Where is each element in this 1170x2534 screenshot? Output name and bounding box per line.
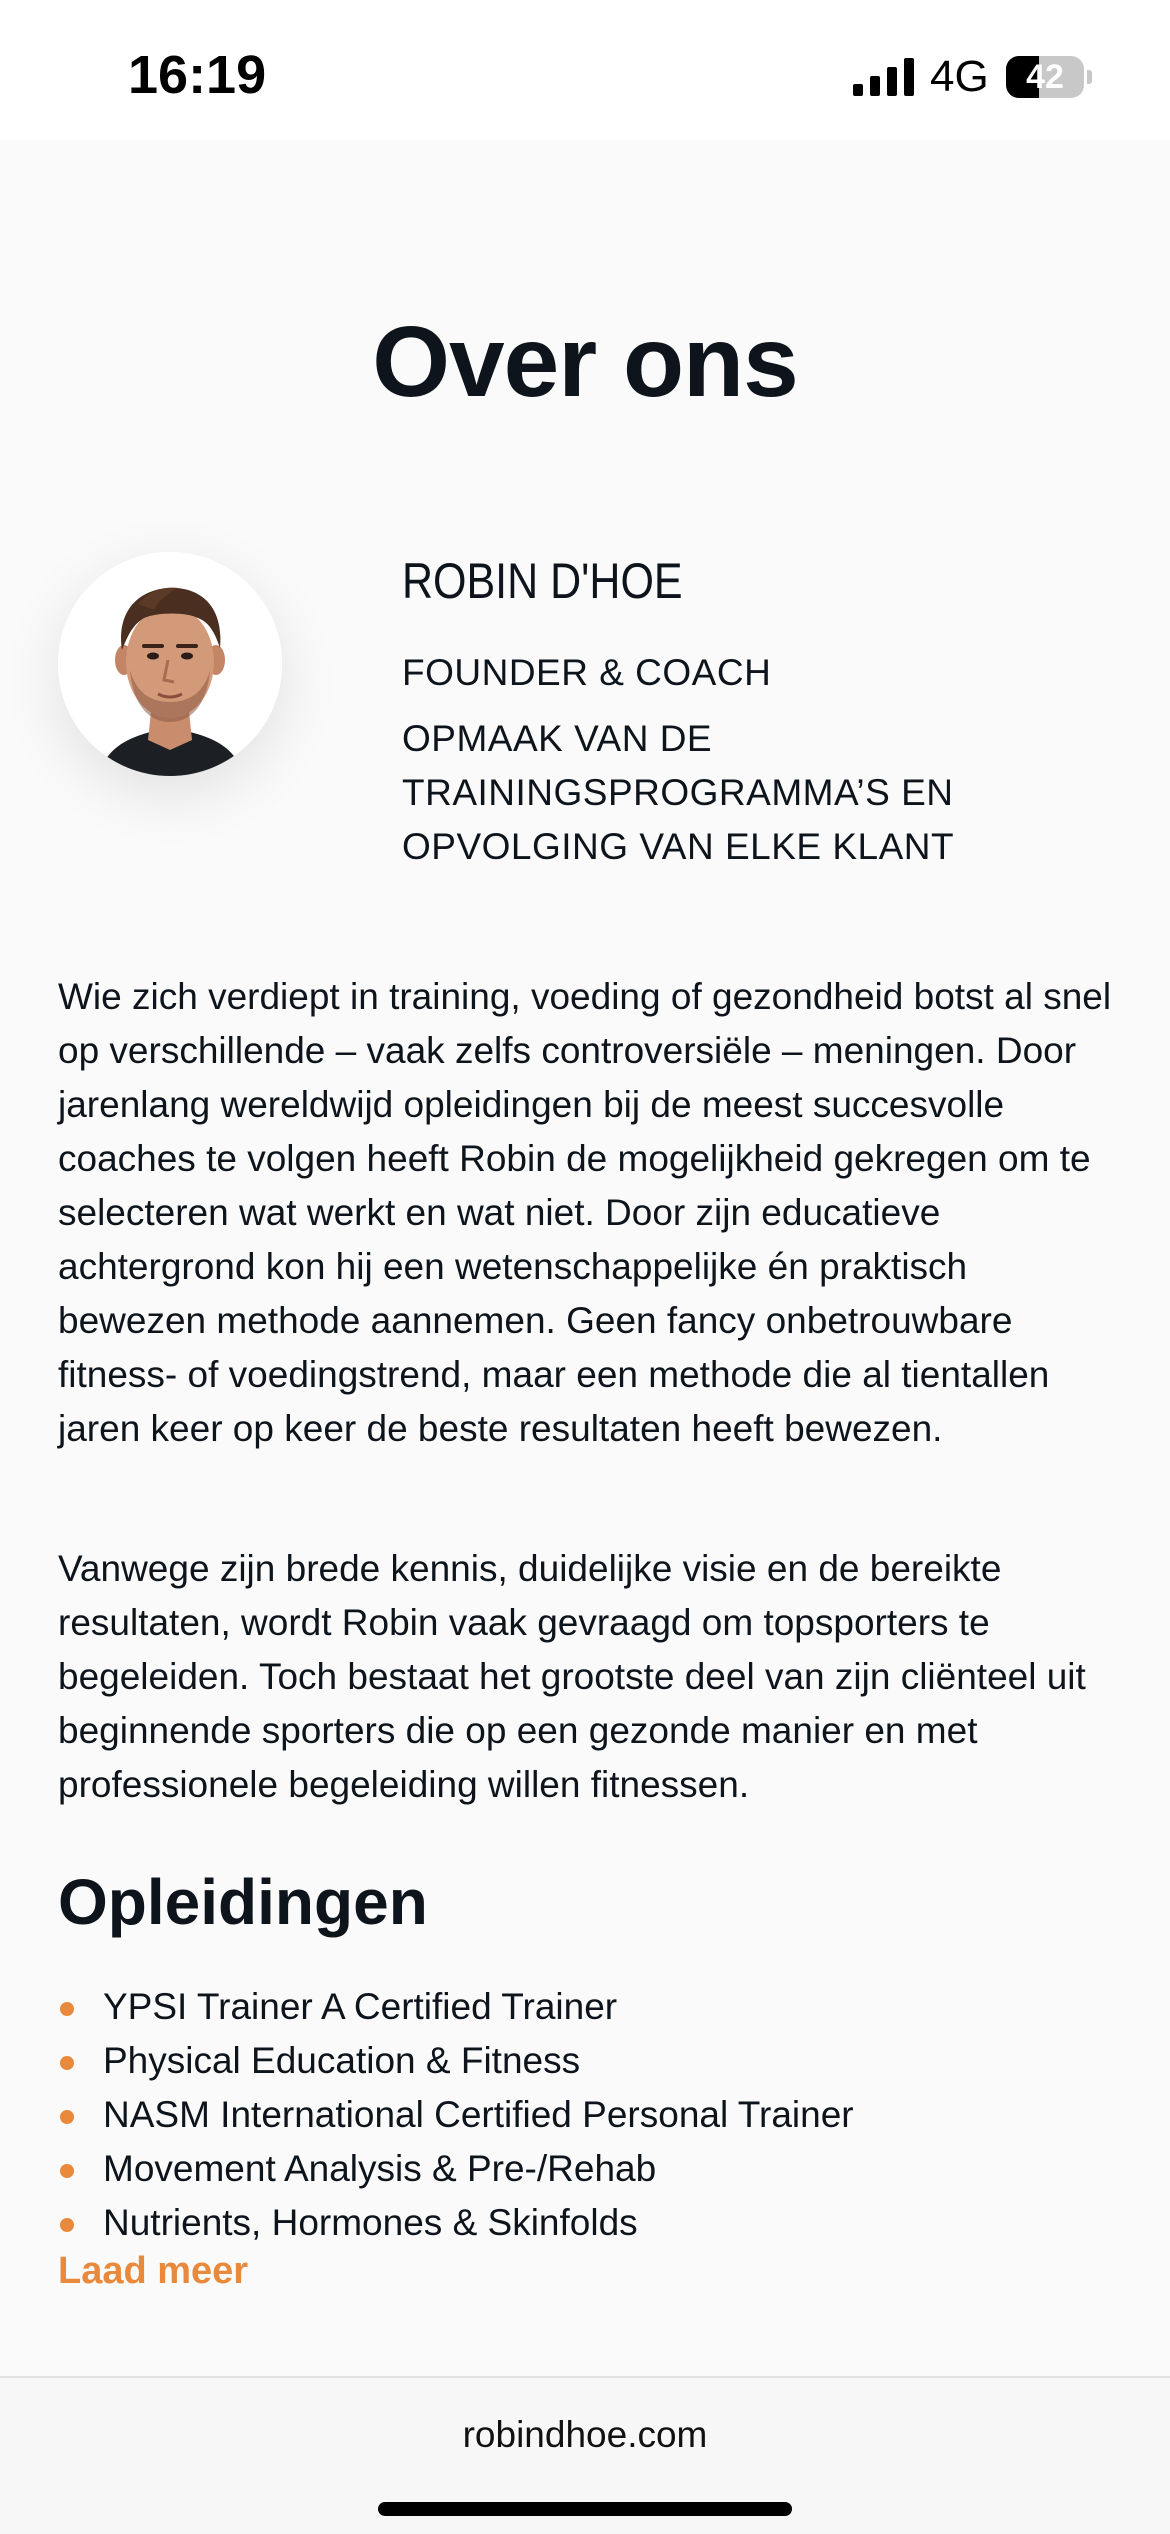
bullet-icon: [60, 2002, 74, 2016]
bio-paragraph-2: Vanwege zijn brede kennis, duidelijke visie en de bereikte resultaten, wordt Robin vaak gevraagd om topsporters te begeleiden. Toch bestaat het grootste deel van zijn cliënteel uit beginnende sporters die op een gezonde manier en met professionele begeleiding willen fitnessen.: [58, 1548, 1086, 1805]
person-portrait-icon: [58, 552, 282, 776]
education-item-label: Nutrients, Hormones & Skinfolds: [103, 2202, 638, 2243]
education-item-label: Movement Analysis & Pre-/Rehab: [103, 2148, 657, 2189]
home-indicator[interactable]: [378, 2502, 792, 2516]
avatar: [58, 552, 282, 776]
profile-name: ROBIN D'HOE: [402, 553, 683, 609]
education-item: [58, 2142, 1118, 2196]
cellular-signal-icon: [853, 58, 915, 96]
bullet-icon: [60, 2164, 74, 2178]
battery-level: 42: [1026, 58, 1064, 96]
status-bar: [0, 0, 1170, 140]
profile-role: FOUNDER & COACH: [402, 652, 772, 693]
education-item-label: YPSI Trainer A Certified Trainer: [103, 1986, 618, 2027]
education-list: [58, 1980, 1118, 2250]
education-item: [58, 1980, 1118, 2034]
education-item: [58, 2034, 1118, 2088]
browser-address-bar: [0, 2376, 1170, 2534]
bullet-icon: [60, 2110, 74, 2124]
education-item-label: NASM International Certified Personal Trainer: [103, 2094, 854, 2135]
bullet-icon: [60, 2218, 74, 2232]
bio-paragraph-1: Wie zich verdiept in training, voeding of gezondheid botst al snel op verschillende – vaak zelfs controversiële – meningen. Door jarenlang wereldwijd opleidingen bij de meest succesvolle coaches te volgen heeft Robin de mogelijkheid gekregen om te selecteren wat werkt en wat niet. Door zijn educatieve achtergrond kon hij een wetenschappelijke én praktisch bewezen methode aannemen. Geen fancy onbetrouwbare fitness- of voedingstrend, maar een methode die al tientallen jaren keer op keer de beste resultaten heeft bewezen.: [58, 976, 1112, 1449]
profile-duties: OPMAAK VAN DE TRAININGSPROGRAMMA’S EN OPVOLGING VAN ELKE KLANT: [402, 718, 955, 867]
status-time: 16:19: [128, 45, 267, 105]
url-display[interactable]: robindhoe.com: [462, 2414, 708, 2455]
education-item: [58, 2196, 1118, 2250]
education-heading: Opleidingen: [58, 1866, 428, 1938]
page-title: Over ons: [372, 306, 798, 418]
battery-icon: [1006, 56, 1090, 98]
load-more-link[interactable]: Laad meer: [58, 2250, 249, 2292]
network-type: 4G: [930, 52, 989, 101]
education-item-label: Physical Education & Fitness: [103, 2040, 581, 2081]
bullet-icon: [60, 2056, 74, 2070]
education-item: [58, 2088, 1118, 2142]
